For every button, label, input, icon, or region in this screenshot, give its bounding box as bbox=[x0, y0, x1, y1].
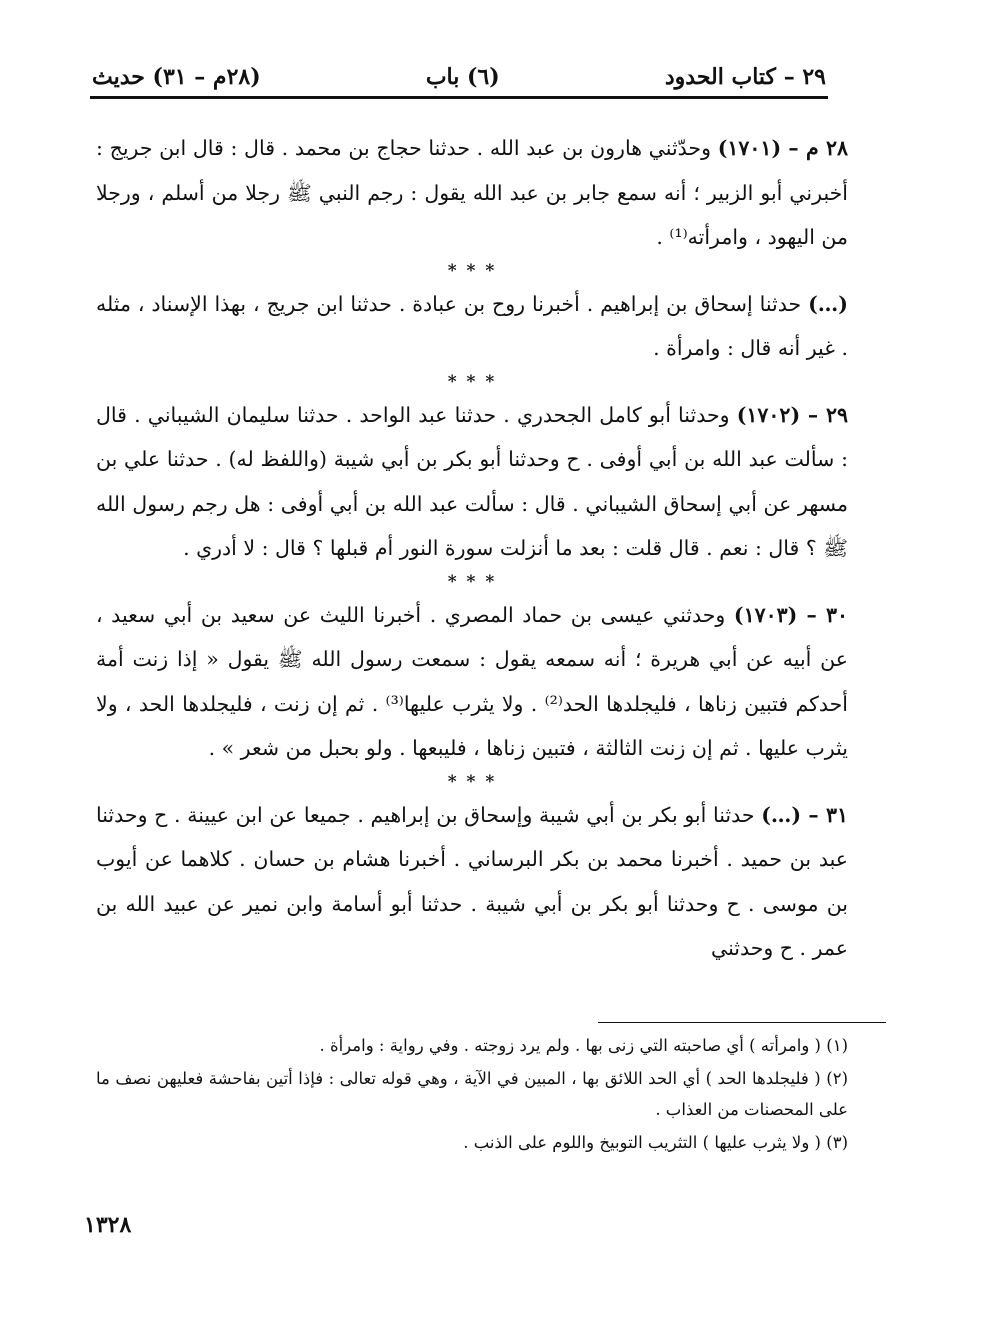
hadith-text: حدثنا إسحاق بن إبراهيم . أخبرنا روح بن عبادة . حدثنا ابن جريج ، بهذا الإسناد ، مثله . غير أنه قال : وامرأة . bbox=[96, 291, 848, 360]
separator: * * * bbox=[447, 771, 497, 792]
hadith-paragraph bbox=[96, 393, 848, 571]
hadith-text: وحدثني عيسى بن حماد المصري . أخبرنا الليث عن سعيد بن أبي سعيد ، عن أبيه عن أبي هريرة ؛ أنه سمعه يقول : سمعت رسول الله ﷺ يقول « إذا زنت أمة أحدكم فتبين زناها ، فليجلدها الحد⁽²⁾ . ولا يثرب عليها⁽³⁾ . ثم إن زنت ، فليجلدها الحد ، ولا يثرب عليها . ثم إن زنت الثالثة ، فتبين زناها ، فليبعها . ولو بحبل من شعر » . bbox=[96, 602, 848, 760]
hadith-number: (…) bbox=[808, 291, 848, 316]
footnotes bbox=[96, 1030, 848, 1160]
footnote: (٣) ( ولا يثرب عليها ) التثريب التوبيخ واللوم على الذنب . bbox=[463, 1133, 848, 1152]
hadith-text: حدثنا أبو بكر بن أبي شيبة وإسحاق بن إبراهيم . جميعا عن ابن عيينة . ح وحدثنا عبد بن حميد . أخبرنا محمد بن بكر البرساني . أخبرنا هشام بن حسان . كلاهما عن أيوب بن موسى . ح وحدثنا أبو بكر بن أبي شيبة . حدثنا أبو أسامة وابن نمير عن عبيد الله بن عمر . ح وحدثني bbox=[96, 802, 848, 960]
header-rule bbox=[90, 96, 828, 99]
header-chapter: (٦) باب bbox=[425, 64, 500, 90]
hadith-paragraph bbox=[96, 793, 848, 971]
separator: * * * bbox=[447, 260, 497, 281]
hadith-text: وحدثنا أبو كامل الجحدري . حدثنا عبد الواحد . حدثنا سليمان الشيباني . قال : سألت عبد الله بن أبي أوفى . ح وحدثنا أبو بكر بن أبي شيبة (واللفظ له) . حدثنا علي بن مسهر عن أبي إسحاق الشيباني . قال : سألت عبد الله بن أبي أوفى : هل رجم رسول الله ﷺ ؟ قال : نعم . قال قلت : بعد ما أنزلت سورة النور أم قبلها ؟ قال : لا أدري . bbox=[96, 402, 848, 560]
separator: * * * bbox=[447, 371, 497, 392]
footnote: (١) ( وامرأته ) أي صاحبته التي زنى بها . ولم يرد زوجته . وفي رواية : وامرأة . bbox=[319, 1036, 848, 1055]
hadith-number: ٣١ – (…) bbox=[761, 802, 848, 827]
hadith-paragraph bbox=[96, 126, 848, 260]
hadith-number: ٢٩ – (١٧٠٢) bbox=[736, 402, 848, 427]
page-number: ١٣٢٨ bbox=[84, 1212, 132, 1238]
hadith-paragraph bbox=[96, 593, 848, 771]
header-hadith-range: (٢٨م – ٣١) حديث bbox=[92, 64, 261, 90]
footnote-rule bbox=[598, 1022, 886, 1023]
hadith-number: ٢٨ م – (١٧٠١) bbox=[717, 136, 848, 160]
separator: * * * bbox=[447, 571, 497, 592]
hadith-number: ٣٠ – (١٧٠٣) bbox=[733, 602, 848, 627]
main-text bbox=[96, 126, 848, 971]
hadith-paragraph bbox=[96, 282, 848, 371]
footnote: (٢) ( فليجلدها الحد ) أي الحد اللائق بها ، المبين في الآية ، وهي قوله تعالى : فإذا أتين بفاحشة فعليهن نصف ما على المحصنات من العذاب . bbox=[96, 1069, 848, 1119]
header-book-title: ٢٩ – كتاب الحدود bbox=[664, 64, 826, 90]
hadith-text: وحدّثني هارون بن عبد الله . حدثنا حجاج بن محمد . قال : قال ابن جريج : أخبرني أبو الزبير ؛ أنه سمع جابر بن عبد الله يقول : رجم النبي ﷺ رجلا من أسلم ، ورجلا من اليهود ، وامرأته⁽¹⁾ . bbox=[96, 136, 848, 249]
running-header bbox=[92, 58, 826, 96]
